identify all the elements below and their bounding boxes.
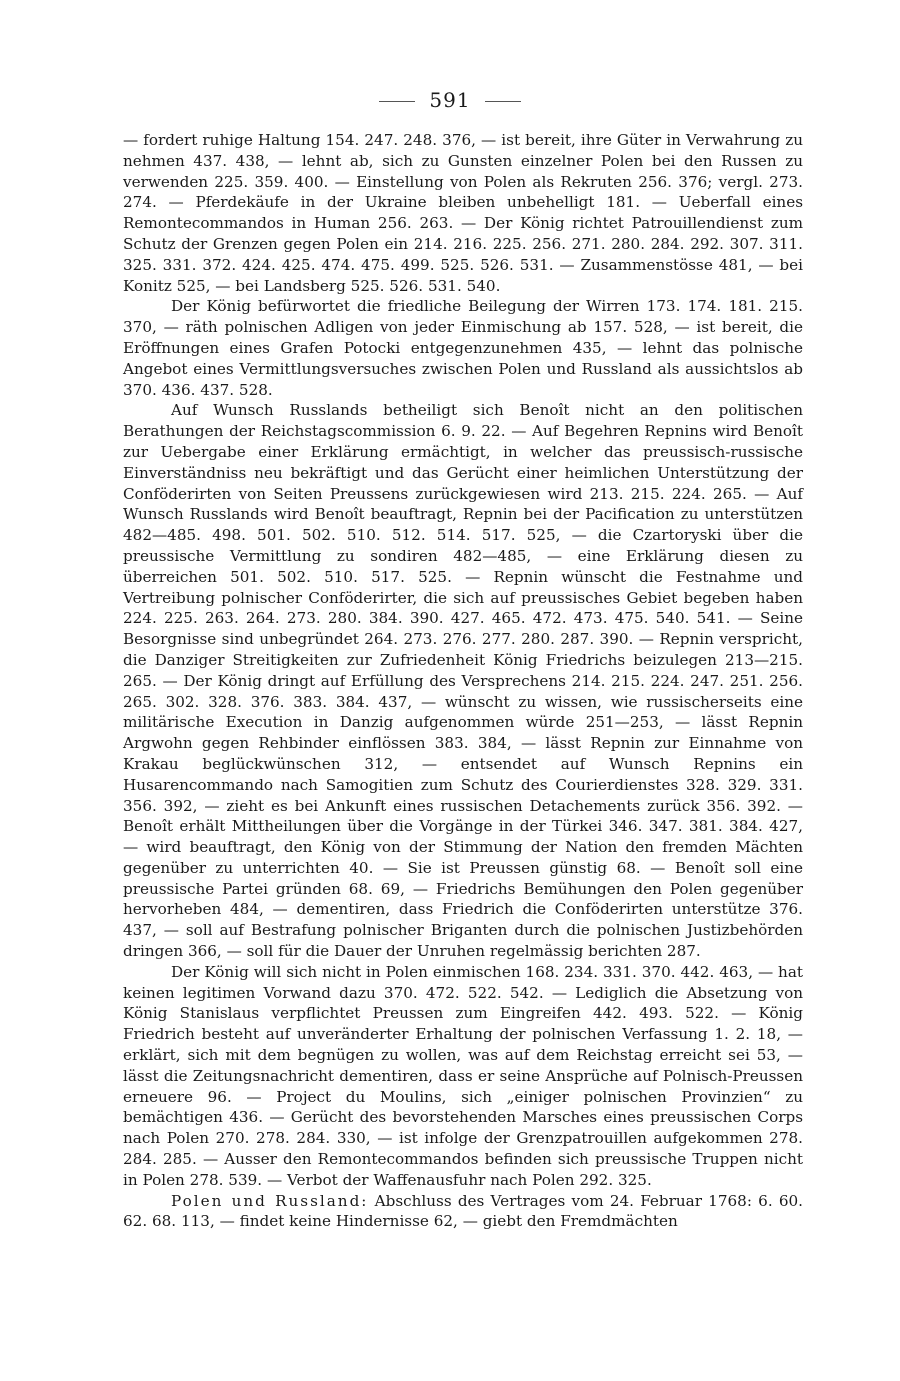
page-header bbox=[0, 88, 900, 112]
header-rule-left bbox=[379, 101, 415, 102]
paragraph-4: Der König will sich nicht in Polen einmischen 168. 234. 331. 370. 442. 463, — hat keinen legitimen Vorwand dazu 370. 472. 522. 542. — Lediglich die Absetzung von König Stanislaus verpflichtet Preussen zum Eingreifen 442. 493. 522. — König Friedrich besteht auf unveränderter Erhaltung der polnischen Verfassung 1. 2. 18, — erklärt, sich mit dem begnügen zu wollen, was auf dem Reichstag erreicht sei 53, — lässt die Zeitungsnachricht dementiren, dass er seine Ansprüche auf Polnisch-Preussen erneuere 96. — Project du Moulins, sich „einiger polnischen Provinzien“ zu bemächtigen 436. — Gerücht des bevorstehenden Marsches eines preussischen Corps nach Polen 270. 278. 284. 330, — ist infolge der Grenzpatrouillen aufgekommen 278. 284. 285. — Ausser den Remontecommandos befinden sich preussische Truppen nicht in Polen 278. 539. — Verbot der Waffenausfuhr nach Polen 292. 325. bbox=[123, 962, 803, 1189]
page-body bbox=[123, 130, 803, 1232]
paragraph-3: Auf Wunsch Russlands betheiligt sich Benoît nicht an den politischen Berathungen der Reichstagscommission 6. 9. 22. — Auf Begehren Repnins wird Benoît zur Uebergabe einer Erklärung ermächtigt, in welcher das preussisch-russische Einverständniss neu bekräftigt und das Gerücht einer heimlichen Unterstützung der Conföderirten von Seiten Preussens zurückgewiesen wird 213. 215. 224. 265. — Auf Wunsch Russlands wird Benoît beauftragt, Repnin bei der Pacification zu unterstützen 482—485. 498. 501. 502. 510. 512. 514. 517. 525, — die Czartoryski über die preussische Vermittlung zu sondiren 482—485, — eine Erklärung diesen zu überreichen 501. 502. 510. 517. 525. — Repnin wünscht die Festnahme und Vertreibung polnischer Conföderirter, die sich auf preussisches Gebiet begeben haben 224. 225. 263. 264. 273. 280. 384. 390. 427. 465. 472. 473. 475. 540. 541. — Seine Besorgnisse sind unbegründet 264. 273. 276. 277. 280. 287. 390. — Repnin verspricht, die Danziger Streitigkeiten zur Zufriedenheit König Friedrichs beizulegen 213—215. 265. — Der König dringt auf Erfüllung des Versprechens 214. 215. 224. 247. 251. 256. 265. 302. 328. 376. 383. 384. 437, — wünscht zu wissen, wie russischerseits eine militärische Execution in Danzig aufgenommen würde 251—253, — lässt Repnin Argwohn gegen Rehbinder einflössen 383. 384, — lässt Repnin zur Einnahme von Krakau beglückwünschen 312, — entsendet auf Wunsch Repnins ein Husarencommando nach Samogitien zum Schutz des Courierdienstes 328. 329. 331. 356. 392, — zieht es bei Ankunft eines russischen Detachements zurück 356. 392. — Benoît erhält Mittheilungen über die Vorgänge in der Türkei 346. 347. 381. 384. 427, — wird beauftragt, den König von der Stimmung der Nation den fremden Mächten gegenüber zu unterrichten 40. — Sie ist Preussen günstig 68. — Benoît soll eine preussische Partei gründen 68. 69, — Friedrichs Bemühungen den Polen gegenüber hervorheben 484, — dementiren, dass Friedrich die Conföderirten unterstütze 376. 437, — soll auf Bestrafung polnischer Briganten durch die polnischen Justizbehörden dringen 366, — soll für die Dauer der Unruhen regelmässig berichten 287. bbox=[123, 401, 803, 961]
paragraph-2: Der König befürwortet die friedliche Beilegung der Wirren 173. 174. 181. 215. 370, — räth polnischen Adligen von jeder Einmischung ab 157. 528, — ist bereit, die Eröffnungen eines Grafen Potocki entgegenzunehmen 435, — lehnt das polnische Angebot eines Vermittlungsversuches zwischen Polen und Russland als aussichtslos ab 370. 436. 437. 528. bbox=[123, 297, 803, 399]
header-rule-right bbox=[485, 101, 521, 102]
section-lead: Polen und Russland: bbox=[171, 1191, 369, 1210]
paragraph-1: — fordert ruhige Haltung 154. 247. 248. 376, — ist bereit, ihre Güter in Verwahrung zu nehmen 437. 438, — lehnt ab, sich zu Gunsten einzelner Polen bei den Russen zu verwenden 225. 359. 400. — Einstellung von Polen als Rekruten 256. 376; vergl. 273. 274. — Pferdekäufe in der Ukraine bleiben unbehelligt 181. — Ueberfall eines Remontecommandos in Human 256. 263. — Der König richtet Patrouillendienst zum Schutz der Grenzen gegen Polen ein 214. 216. 225. 256. 271. 280. 284. 292. 307. 311. 325. 331. 372. 424. 425. 474. 475. 499. 525. 526. 531. — Zusammenstösse 481, — bei Konitz 525, — bei Landsberg 525. 526. 531. 540. bbox=[123, 131, 803, 295]
page-number: 591 bbox=[429, 88, 471, 112]
paragraph-5 bbox=[123, 1191, 803, 1233]
paragraph-5-text: Abschluss des Vertrages vom 24. Februar 1768: 6. 60. 62. 68. 113, — findet keine Hindernisse 62, — giebt den Fremdmächten bbox=[123, 1191, 804, 1231]
